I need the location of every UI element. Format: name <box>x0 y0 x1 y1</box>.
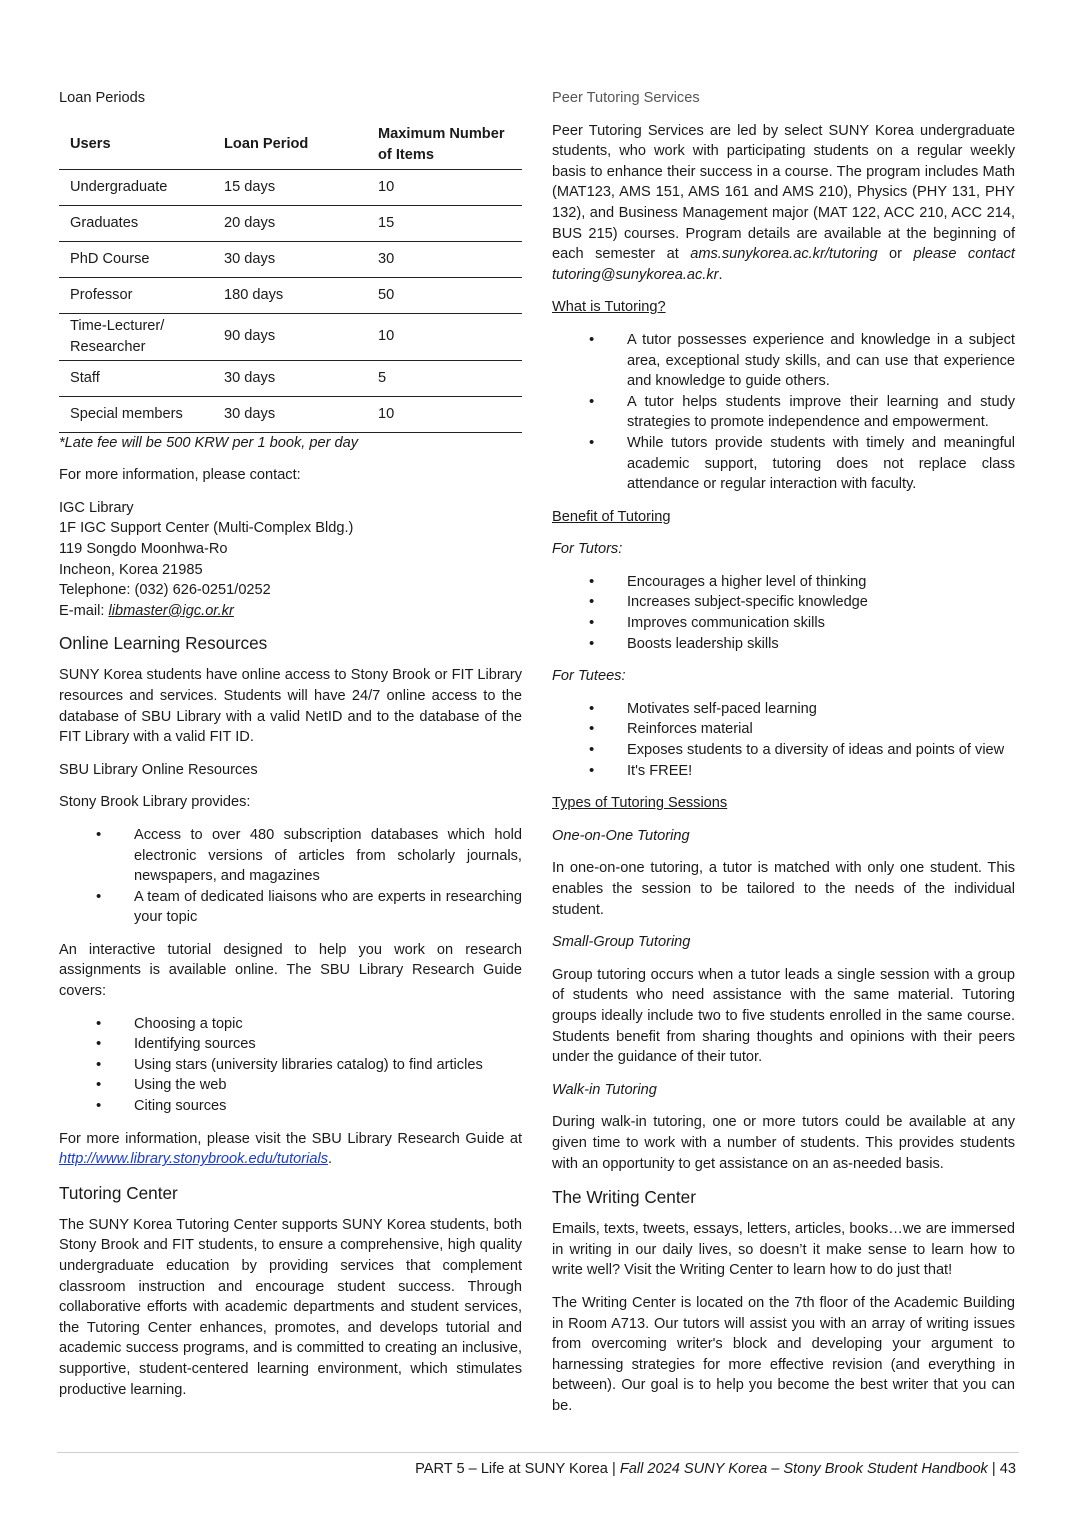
table-cell: 180 days <box>213 277 367 313</box>
table-cell: 10 <box>367 313 522 360</box>
table-cell: 5 <box>367 360 522 396</box>
table-cell: 10 <box>367 169 522 205</box>
page-footer <box>415 1459 1016 1480</box>
table-cell: PhD Course <box>59 241 213 277</box>
list-item: • Boosts leadership skills <box>552 634 1015 655</box>
table-cell: Special members <box>59 396 213 432</box>
online-learning-heading: Online Learning Resources <box>59 633 268 654</box>
list-item: • Encourages a higher level of thinking <box>552 572 1015 593</box>
peer-end: . <box>718 266 723 283</box>
email-line <box>59 601 522 622</box>
list-item: • Access to over 480 subscription databases which hold electronic versions of articles from scholarly journals, newspapers, and magazines <box>59 825 522 887</box>
peer-text: Peer Tutoring Services are led by select SUNY Korea undergraduate students, who work with participating students on a regular weekly basis to enhance their success in a course. The program includes Math (MAT123, AMS 151, AMS 161 and AMS 210), Physics (PHY 131, PHY 132), and Business Management major (MAT 122, ACC 210, ACC 214, BUS 215) courses. Program details are available at the beginning of each semester at <box>552 122 1015 263</box>
list-item: • A tutor helps students improve their learning and study strategies to promote independence and empowerment. <box>552 392 1015 433</box>
table-row <box>59 241 522 277</box>
header-max-items: Maximum Number of Items <box>367 121 522 170</box>
table-cell: 20 days <box>213 205 367 241</box>
small-group-paragraph: Group tutoring occurs when a tutor leads a single session with a group of students who need assistance with the same material. Tutoring groups ideally include two to five students enrolled in the same course. Students benefit from sharing thoughts and opinions with their peers under the guidance of their tutor. <box>552 966 1015 1066</box>
writing-center-paragraph-2: The Writing Center is located on the 7th floor of the Academic Building in Room A713. Our tutors will assist you with an array of writing issues from overcoming writer's block and developing your argument to harnessing strategies for more effective revision (and everything in between). Our goal is to help you become the best writer that you can be. <box>552 1294 1015 1414</box>
table-row <box>59 396 522 432</box>
peer-url: ams.sunykorea.ac.kr/tutoring <box>690 246 878 263</box>
peer-tutoring-paragraph <box>552 121 1015 286</box>
provides-intro: Stony Brook Library provides: <box>59 794 251 811</box>
address-line: Incheon, Korea 21985 <box>59 561 203 578</box>
provides-list <box>59 825 522 928</box>
tutoring-center-paragraph: The SUNY Korea Tutoring Center supports SUNY Korea students, both Stony Brook and FIT students, to ensure a comprehensive, high quality undergraduate education by providing services that complement classroom instruction and encourage student success. Through collaborative efforts with academic departments and student services, the Tutoring Center enhances, promotes, and develops tutorial and academic success programs, and is committed to creating an inclusive, supportive, student-centered learning environment, which stimulates productive learning. <box>59 1216 522 1398</box>
list-item: • Choosing a topic <box>59 1014 522 1035</box>
address-line: 119 Songdo Moonhwa-Ro <box>59 540 228 557</box>
table-cell: 30 days <box>213 396 367 432</box>
late-fee-note: *Late fee will be 500 KRW per 1 book, per day <box>59 434 359 451</box>
left-column <box>59 88 522 1412</box>
footer-title: Fall 2024 SUNY Korea – Stony Brook Student Handbook <box>619 1461 988 1477</box>
list-item: • Identifying sources <box>59 1034 522 1055</box>
sbu-resources-heading: SBU Library Online Resources <box>59 761 258 778</box>
for-tutors-label: For Tutors: <box>552 541 623 558</box>
research-guide-list <box>59 1014 522 1117</box>
benefit-heading: Benefit of Tutoring <box>552 508 671 525</box>
right-column <box>552 88 1015 1428</box>
table-cell: 90 days <box>213 313 367 360</box>
table-header-row <box>59 121 522 170</box>
what-is-tutoring-list <box>552 330 1015 495</box>
list-item: • A team of dedicated liaisons who are experts in researching your topic <box>59 887 522 928</box>
writing-center-paragraph-1: Emails, texts, tweets, essays, letters, articles, books…we are immersed in writing in our daily lives, so doesn’t it make sense to learn how to write well? Visit the Writing Center to learn how to do just that! <box>552 1221 1015 1279</box>
table-row <box>59 169 522 205</box>
email-link[interactable]: libmaster@igc.or.kr <box>108 602 234 619</box>
tutorial-paragraph: An interactive tutorial designed to help you work on research assignments is available online. The SBU Library Research Guide covers: <box>59 941 522 1000</box>
header-loan-period: Loan Period <box>213 121 367 170</box>
one-on-one-paragraph: In one-on-one tutoring, a tutor is matched with only one student. This enables the session to be tailored to the needs of the individual student. <box>552 860 1015 918</box>
list-item: • It's FREE! <box>552 761 1015 782</box>
table-cell: 30 days <box>213 241 367 277</box>
list-item: • Increases subject-specific knowledge <box>552 592 1015 613</box>
table-cell: 15 <box>367 205 522 241</box>
address-line: IGC Library <box>59 499 134 516</box>
small-group-heading: Small-Group Tutoring <box>552 934 691 951</box>
tutor-benefits-list <box>552 572 1015 654</box>
writing-center-heading: The Writing Center <box>552 1187 696 1208</box>
table-cell: 30 <box>367 241 522 277</box>
what-is-tutoring-heading: What is Tutoring? <box>552 299 666 316</box>
page-number: 43 <box>999 1461 1016 1477</box>
loan-periods-heading: Loan Periods <box>59 90 146 106</box>
tutee-benefits-list <box>552 699 1015 781</box>
walk-in-heading: Walk-in Tutoring <box>552 1081 657 1098</box>
footer-separator: | <box>607 1461 620 1477</box>
table-cell: Time-Lecturer/ Researcher <box>59 313 213 360</box>
research-guide-link[interactable]: http://www.library.stonybrook.edu/tutorials <box>59 1151 329 1168</box>
one-on-one-heading: One-on-One Tutoring <box>552 827 690 844</box>
footer-divider <box>57 1452 1019 1453</box>
library-address <box>59 498 522 622</box>
more-info-paragraph <box>59 1129 522 1170</box>
tutoring-center-heading: Tutoring Center <box>59 1182 178 1203</box>
table-row <box>59 205 522 241</box>
list-item: • Exposes students to a diversity of ideas and points of view <box>552 740 1015 761</box>
table-cell: Staff <box>59 360 213 396</box>
loan-periods-table <box>59 121 522 433</box>
online-learning-paragraph: SUNY Korea students have online access to Stony Brook or FIT Library resources and services. Students will have 24/7 online access to the database of SBU Library with a valid NetID and to the database of the FIT Library with a valid FIT ID. <box>59 667 522 746</box>
table-cell: Graduates <box>59 205 213 241</box>
footer-separator: | <box>987 1461 1000 1477</box>
table-row <box>59 277 522 313</box>
peer-tutoring-heading: Peer Tutoring Services <box>552 90 700 106</box>
more-info-end: . <box>328 1151 333 1168</box>
table-row <box>59 360 522 396</box>
list-item: • While tutors provide students with timely and meaningful academic support, tutoring does not replace class attendance or regular interaction with faculty. <box>552 433 1015 495</box>
for-tutees-label: For Tutees: <box>552 668 626 685</box>
list-item: • Improves communication skills <box>552 613 1015 634</box>
list-item: • Reinforces material <box>552 719 1015 740</box>
table-row <box>59 313 522 360</box>
list-item: • Using the web <box>59 1075 522 1096</box>
list-item: • A tutor possesses experience and knowledge in a subject area, exceptional study skills, and can use that experience and knowledge to guide others. <box>552 330 1015 392</box>
table-cell: 30 days <box>213 360 367 396</box>
table-cell: 10 <box>367 396 522 432</box>
email-label: E-mail: <box>59 602 109 619</box>
types-heading: Types of Tutoring Sessions <box>552 795 728 812</box>
list-item: • Motivates self-paced learning <box>552 699 1015 720</box>
contact-intro: For more information, please contact: <box>59 467 301 484</box>
more-info-text: For more information, please visit the SBU Library Research Guide at <box>59 1130 522 1147</box>
table-cell: 50 <box>367 277 522 313</box>
peer-or: or <box>877 246 914 263</box>
table-cell: 15 days <box>213 169 367 205</box>
address-line: 1F IGC Support Center (Multi-Complex Bldg.) <box>59 520 354 537</box>
list-item: • Citing sources <box>59 1096 522 1117</box>
peer-contact: please contact tutoring@sunykorea.ac.kr <box>552 246 1015 283</box>
telephone: Telephone: (032) 626-0251/0252 <box>59 582 271 599</box>
list-item: • Using stars (university libraries catalog) to find articles <box>59 1055 522 1076</box>
table-cell: Undergraduate <box>59 169 213 205</box>
table-cell: Professor <box>59 277 213 313</box>
header-users: Users <box>59 121 213 170</box>
footer-part: PART 5 – Life at SUNY Korea <box>415 1461 608 1477</box>
walk-in-paragraph: During walk-in tutoring, one or more tutors could be available at any given time to work with a number of students. This provides students with an opportunity to get assistance on an as-needed basis. <box>552 1114 1015 1172</box>
